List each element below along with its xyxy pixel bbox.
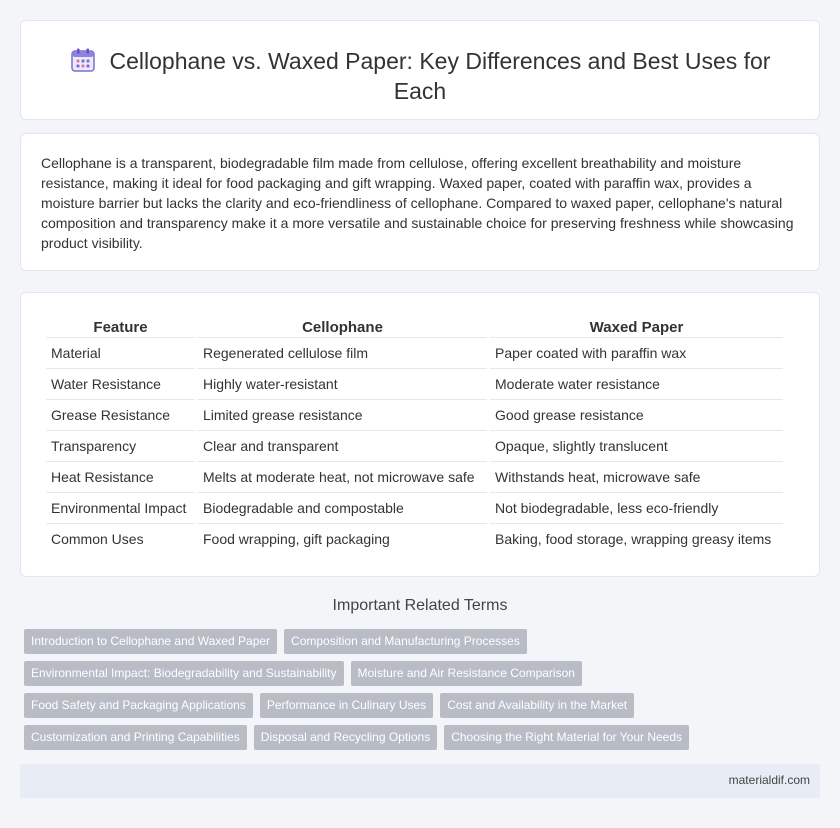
related-term-tag[interactable]: Performance in Culinary Uses: [260, 693, 433, 718]
table-cell-feature: Heat Resistance: [46, 461, 195, 492]
table-cell-cellophane: Highly water-resistant: [198, 368, 487, 399]
related-terms-row: [24, 725, 804, 750]
table-row: [46, 368, 783, 399]
table-cell-cellophane: Clear and transparent: [198, 430, 487, 461]
table-cell-waxed-paper: Withstands heat, microwave safe: [490, 461, 783, 492]
footer-bar: [20, 764, 820, 798]
table-header-row: [46, 315, 783, 337]
column-header-waxed-paper: Waxed Paper: [589, 318, 684, 336]
comparison-table-card: [20, 292, 820, 577]
related-term-tag[interactable]: Choosing the Right Material for Your Needs: [444, 725, 689, 750]
related-term-tag[interactable]: Food Safety and Packaging Applications: [24, 693, 253, 718]
table-cell-feature: Grease Resistance: [46, 399, 195, 430]
table-row: [46, 399, 783, 430]
column-header-feature: Feature: [93, 318, 148, 336]
table-row: [46, 492, 783, 523]
table-cell-cellophane: Regenerated cellulose film: [198, 337, 487, 368]
table-row: [46, 461, 783, 492]
table-cell-cellophane: Limited grease resistance: [198, 399, 487, 430]
calendar-icon: [70, 47, 96, 73]
intro-card: [20, 133, 820, 271]
table-cell-feature: Transparency: [46, 430, 195, 461]
related-term-tag[interactable]: Disposal and Recycling Options: [254, 725, 437, 750]
table-cell-waxed-paper: Opaque, slightly translucent: [490, 430, 783, 461]
table-cell-cellophane: Melts at moderate heat, not microwave safe: [198, 461, 487, 492]
table-cell-feature: Common Uses: [46, 523, 195, 554]
title-card: [20, 20, 820, 120]
table-cell-feature: Material: [46, 337, 195, 368]
related-terms-heading: Important Related Terms: [332, 597, 508, 614]
table-cell-cellophane: Food wrapping, gift packaging: [198, 523, 487, 554]
related-terms-row: [24, 629, 804, 654]
related-term-tag[interactable]: Composition and Manufacturing Processes: [284, 629, 527, 654]
table-cell-waxed-paper: Moderate water resistance: [490, 368, 783, 399]
comparison-table: [43, 315, 786, 554]
table-cell-waxed-paper: Not biodegradable, less eco-friendly: [490, 492, 783, 523]
column-header-cellophane: Cellophane: [302, 318, 383, 336]
related-term-tag[interactable]: Customization and Printing Capabilities: [24, 725, 247, 750]
table-row: [46, 430, 783, 461]
table-cell-waxed-paper: Paper coated with paraffin wax: [490, 337, 783, 368]
page-title: Cellophane vs. Waxed Paper: Key Differences and Best Uses for Each: [109, 48, 771, 104]
intro-paragraph: Cellophane is a transparent, biodegradable film made from cellulose, offering excellent breathability and moisture resistance, making it ideal for food packaging and gift wrapping. Waxed paper, coated with paraffin wax, provides a moisture barrier but lacks the clarity and eco-friendliness of cellophane. Compared to waxed paper, cellophane's natural composition and transparency make it a more versatile and sustainable choice for preserving freshness while showcasing product visibility.: [41, 155, 794, 251]
table-row: [46, 523, 783, 554]
table-cell-waxed-paper: Baking, food storage, wrapping greasy items: [490, 523, 783, 554]
table-cell-feature: Water Resistance: [46, 368, 195, 399]
related-term-tag[interactable]: Cost and Availability in the Market: [440, 693, 634, 718]
related-terms-row: [24, 661, 804, 686]
table-cell-waxed-paper: Good grease resistance: [490, 399, 783, 430]
related-terms-list: [24, 629, 804, 757]
page-title-wrap: [61, 46, 779, 106]
related-term-tag[interactable]: Moisture and Air Resistance Comparison: [351, 661, 582, 686]
related-terms-row: [24, 693, 804, 718]
related-term-tag[interactable]: Introduction to Cellophane and Waxed Paper: [24, 629, 277, 654]
table-cell-cellophane: Biodegradable and compostable: [198, 492, 487, 523]
footer-site-name[interactable]: materialdif.com: [728, 773, 810, 787]
table-cell-feature: Environmental Impact: [46, 492, 195, 523]
table-row: [46, 337, 783, 368]
related-term-tag[interactable]: Environmental Impact: Biodegradability and Sustainability: [24, 661, 344, 686]
